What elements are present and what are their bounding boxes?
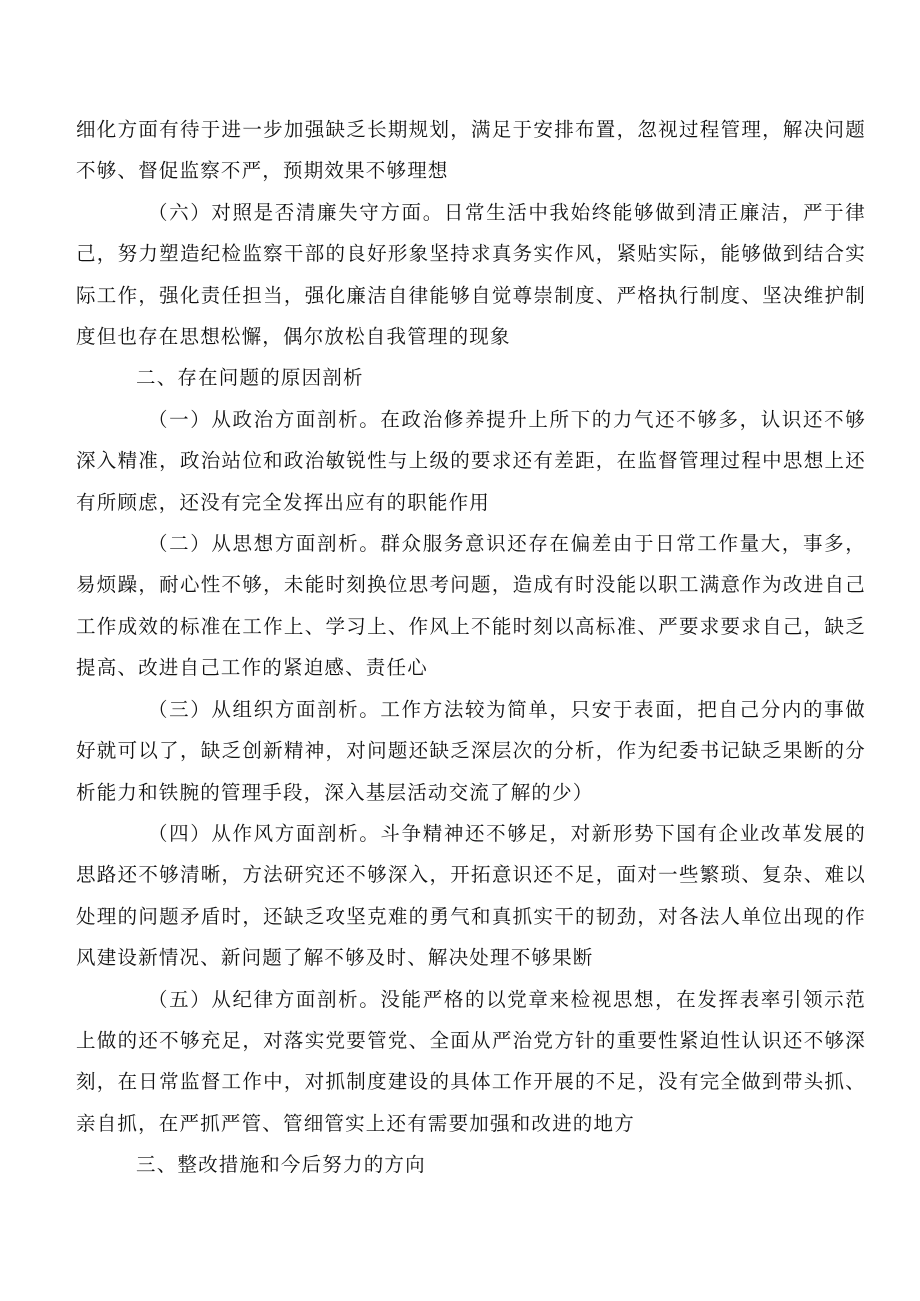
paragraph-analysis-5: （五）从纪律方面剖析。没能严格的以党章来检视思想，在发挥表率引领示范上做的还不够充足，对落实党要管党、全面从严治党方针的重要性紧迫性认识还不够深刻，在日常监督工作中，对抓制度建设的具体工作开展的不足，没有完全做到带头抓、亲自抓，在严抓严管、管细管实上还有需要加强和改进的地方 (76, 987, 866, 1135)
document-body (76, 109, 866, 1186)
paragraph-continuation: 细化方面有待于进一步加强缺乏长期规划，满足于安排布置，忽视过程管理，解决问题不够、督促监察不严，预期效果不够理想 (76, 118, 866, 183)
paragraph-analysis-1: （一）从政治方面剖析。在政治修养提升上所下的力气还不够多，认识还不够深入精准，政治站位和政治敏锐性与上级的要求还有差距，在监督管理过程中思想上还有所顾虑，还没有完全发挥出应有的职能作用 (76, 407, 866, 514)
paragraph-item-6: （六）对照是否清廉失守方面。日常生活中我始终能够做到清正廉洁，严于律己，努力塑造纪检监察干部的良好形象坚持求真务实作风，紧贴实际，能够做到结合实际工作，强化责任担当，强化廉洁自律能够自觉尊崇制度、严格执行制度、坚决维护制度但也存在思想松懈，偶尔放松自我管理的现象 (76, 200, 866, 349)
paragraph-analysis-2: （二）从思想方面剖析。群众服务意识还存在偏差由于日常工作量大，事多，易烦躁，耐心性不够，未能时刻换位思考问题，造成有时没能以职工满意作为改进自己工作成效的标准在工作上、学习上、作风上不能时刻以高标准、严要求要求自己，缺乏提高、改进自己工作的紧迫感、责任心 (76, 532, 866, 680)
paragraph-analysis-3: （三）从组织方面剖析。工作方法较为简单，只安于表面，把自己分内的事做好就可以了，缺乏创新精神，对问题还缺乏深层次的分析，作为纪委书记缺乏果断的分析能力和铁腕的管理手段，深入基层活动交流了解的少） (76, 697, 866, 804)
section-heading-2: 二、存在问题的原因剖析 (136, 366, 364, 390)
section-heading-3: 三、整改措施和今后努力的方向 (136, 1153, 426, 1177)
paragraph-analysis-4: （四）从作风方面剖析。斗争精神还不够足，对新形势下国有企业改革发展的思路还不够清晰，方法研究还不够深入，开拓意识还不足，面对一些繁琐、复杂、难以处理的问题矛盾时，还缺乏攻坚克难的勇气和真抓实干的韧劲，对各法人单位出现的作风建设新情况、新问题了解不够及时、解决处理不够果断 (76, 821, 866, 970)
